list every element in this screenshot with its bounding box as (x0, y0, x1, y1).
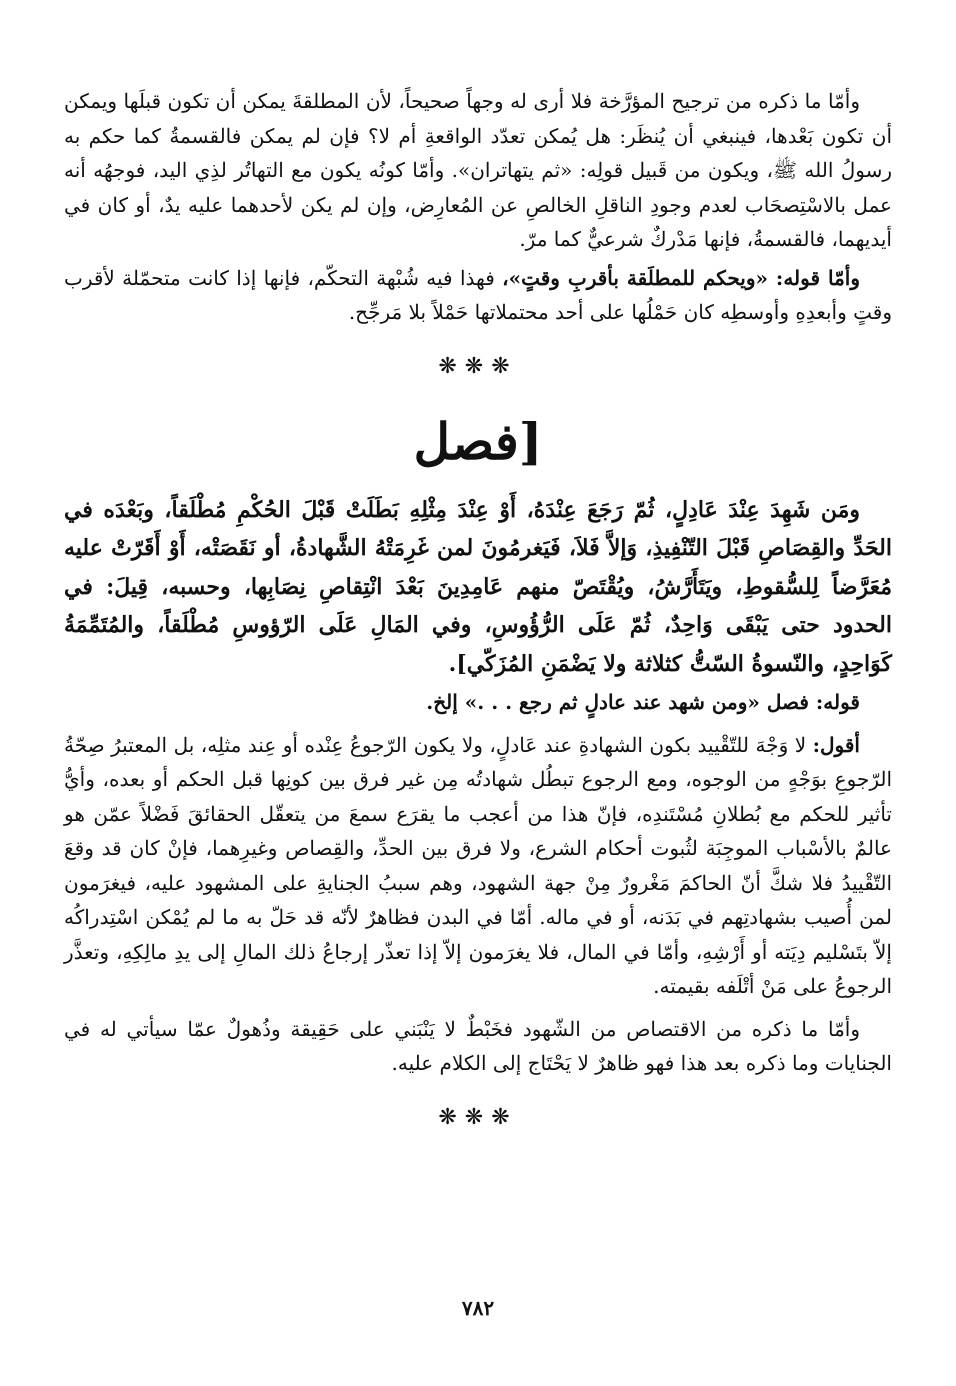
page-body (64, 84, 892, 1130)
page-number: ٧٨٢ (461, 1296, 495, 1320)
matn-text: ومَن شَهِدَ عِنْدَ عَادِلٍ، ثُمّ رَجَعَ عِنْدَهُ، أَوْ عِنْدَ مِثْلِهِ بَطَلَتْ قَبْلَ الحُكْمِ مُطْلَقاً، وبَعْدَه في الحَدِّ والقِصَاصِ قَبْلَ التّنْفِيذِ، وَإلاَّ فَلاَ، فَيَغرمُونَ لمن غَرِمَتْهُ الشَّهادةُ، أو نَقَصَتْه، أَوْ أَقَرّتْ عليه مُعَرَّضاً لِلسُّقوطِ، ويَتَأَرَّشُ، ويُقْتَصّ منهم عَامِدِينَ بَعْدَ انْتِقاصِ نِصَابِها، وحسبه، قِيلَ: في الحدود حتى يَبْقَى وَاحِدٌ، ثُمّ عَلَى الرُّؤُوسِ، وفي المَالِ عَلَى الرّؤوسِ مُطْلَقاً، والمُتَمِّمَةُ كَوَاحِدٍ، والنّسوةُ السّتُّ كثلاثة ولا يَضْمَنِ المُزَكّي]. (64, 496, 892, 677)
section-heading: [فصل (413, 411, 543, 471)
paragraph-4-text: وأمّا ما ذكره من الاقتصاص من الشّهود فخَبْطٌ لا يَنْبَني على حَقِيقة وذُهولٌ عمّا سيأتي له في الجنايات وما ذكره بعد هذا فهو ظاهرٌ لا يَحْتَاج إلى الكلام عليه. (64, 1016, 892, 1075)
paragraph-1-text: وأمّا ما ذكره من ترجيح المؤرَّخة فلا أرى له وجهاً صحيحاً، لأن المطلقةَ يمكن أن تكون قبلَها ويمكن أن تكون بَعْدها، فينبغي أن يُنظَر: هل يُمكن تعدّد الواقعةِ أم لا؟ فإن لم يمكن فالقسمةُ كما حكم به رسولُ الله ﷺ، ويكون من قَبيل قولِه: «ثم يتهاتران». وأمّا كونُه يكون مع التهاتُر لذِي اليد، فوجهُه أنه عمل بالاسْتِصحَاب لعدم وجودِ الناقلِ الخالصِ عن المُعارِض، وإن لم يكن لأحدهما عليه يدٌ، أو كان في أيديهما، فالقسمةُ، فإنها مَدْركٌ شرعيٌّ كما مرّ. (64, 89, 893, 251)
paragraph-2-text: فهذا فيه شُبْهة التحكّم، فإنها إذا كانت متحمّلة لأقرب وقتٍ وأبعدِهِ وأوسطِه كان حَمْلُها على أحد محتملاتها حَمْلاً بلا مَرجِّح. (64, 265, 892, 324)
separator-ornament: ❋❋❋ (438, 353, 518, 379)
paragraph-3-lead: أقول: (812, 732, 860, 757)
qawluh-line: قوله: فصل «ومن شهد عند عادلٍ ثم رجع . . .» إلخ. (426, 690, 860, 714)
paragraph-1 (64, 84, 892, 257)
paragraph-3-text: لا وَجْهَ للتّقْييد بكون الشهادةِ عند عَادلٍ، ولا يكون الرّجوعُ عِنْده أو عِند مثلِه، بل المعتبرُ صِحّةُ الرّجوعِ بوَجْهٍ من الوجوه، ومع الرجوع تبطُل شهادتُه مِن غير فرق بين كونِها قبل الحكم أو بعده، وأيُّ تأثير للحكم مع بُطلانِ مُسْتَندِه، فإنّ هذا من أعجب ما يقرَع سمعَ من يتعقّل الحقائقَ فَضْلاً عمّن هو عالمٌ بالأسْباب الموجِبَة لثُبوت أحكام الشرع، ولا فرق بين الحدِّ، والقِصاص وغيرِهما، فإنْ كان قد وقعَ التّقْييدُ فلا شكَّ أنّ الحاكمَ مَغْرورٌ مِنْ جهة الشهود، وهم سببُ الجنايةِ على المشهود عليه، فيغرَمون لمن أُصيب بشهادتِهم في بَدَنه، أو في ماله. أمّا في البدن فظاهرٌ لأنّه قد حَلّ به ما لم يُمْكن اسْتِدراكُه إلاّ بتَسْليم دِيَته أو أَرْشِهِ، وأمّا في المال، فلا يغرَمون إلاّ إذا تعذّر إرجاعُ ذلك المالِ إلى يدِ مالِكِهِ، وتعذَّر الرجوعُ على مَنْ أتْلَفه بقيمته. (64, 732, 892, 998)
paragraph-2 (64, 261, 892, 330)
paragraph-3 (64, 728, 892, 1004)
paragraph-4 (64, 1012, 892, 1081)
separator-ornament-bottom: ❋❋❋ (438, 1104, 518, 1130)
paragraph-2-lead: وأمّا قوله: «ويحكم للمطلَقة بأقربِ وقتٍ»، (502, 265, 860, 290)
